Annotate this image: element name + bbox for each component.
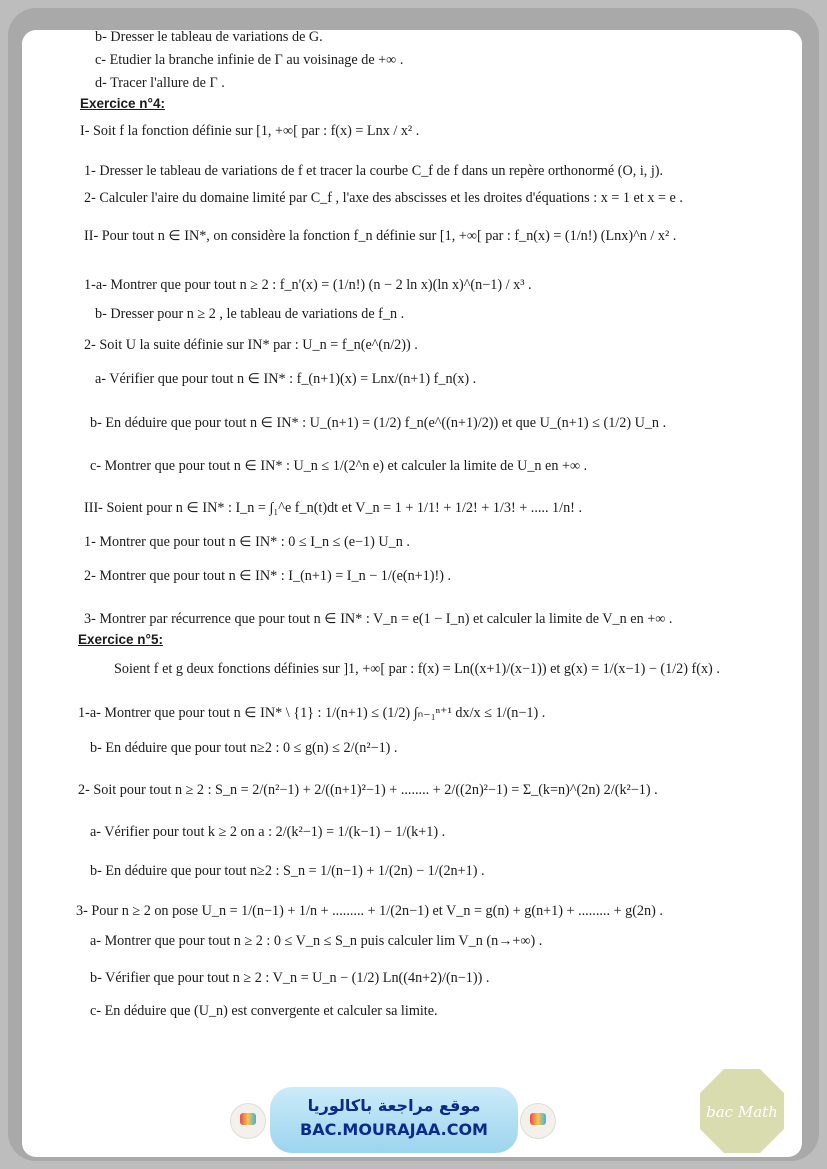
banner-url[interactable]: BAC.MOURAJAA.COM — [300, 1120, 488, 1139]
text-line: b- En déduire que pour tout n ∈ IN* : U_(n+1) = (1/2) f_n(e^((n+1)/2)) et que U_(n+1) ≤ (1/2) U_n . — [90, 415, 667, 431]
exercise-5-heading: Exercice n°5: — [78, 632, 163, 647]
text-line: II- Pour tout n ∈ IN*, on considère la fonction f_n définie sur [1, +∞[ par : f_n(x) = (1/n!) (Lnx)^n / x² . — [84, 228, 677, 244]
text-line: c- Etudier la branche infinie de Γ au voisinage de +∞ . — [95, 52, 404, 68]
site-badge-icon — [230, 1103, 266, 1139]
text-line: b- Dresser le tableau de variations de G. — [95, 30, 323, 45]
text-line: a- Vérifier que pour tout n ∈ IN* : f_(n+1)(x) = Lnx/(n+1) f_n(x) . — [95, 371, 477, 387]
text-line: 2- Soit U la suite définie sur IN* par : U_n = f_n(e^(n/2)) . — [84, 337, 418, 353]
text-line: a- Vérifier pour tout k ≥ 2 on a : 2/(k²−1) = 1/(k−1) − 1/(k+1) . — [90, 824, 446, 840]
text-line: 1-a- Montrer que pour tout n ≥ 2 : f_n'(x) = (1/n!) (n − 2 ln x)(ln x)^(n−1) / x³ . — [84, 277, 532, 293]
text-line: b- Vérifier que pour tout n ≥ 2 : V_n = U_n − (1/2) Ln((4n+2)/(n−1)) . — [90, 970, 490, 986]
bac-math-logo — [698, 1067, 786, 1155]
svg-text:bac Math: bac Math — [706, 1103, 778, 1121]
text-line: 1-a- Montrer que pour tout n ∈ IN* \ {1} : 1/(n+1) ≤ (1/2) ∫ₙ₋₁ⁿ⁺¹ dx/x ≤ 1/(n−1) . — [78, 705, 546, 721]
text-line: a- Montrer que pour tout n ≥ 2 : 0 ≤ V_n ≤ S_n puis calculer lim V_n (n→+∞) . — [90, 933, 543, 949]
site-badge-icon — [520, 1103, 556, 1139]
text-line: b- Dresser pour n ≥ 2 , le tableau de variations de f_n . — [95, 306, 405, 322]
text-line: 3- Montrer par récurrence que pour tout n ∈ IN* : V_n = e(1 − I_n) et calculer la limite de V_n en +∞ . — [84, 611, 673, 627]
text-line: c- Montrer que pour tout n ∈ IN* : U_n ≤ 1/(2^n e) et calculer la limite de U_n en +∞ . — [90, 458, 588, 474]
text-line: c- En déduire que (U_n) est convergente et calculer sa limite. — [90, 1003, 438, 1019]
exercise-4-heading: Exercice n°4: — [80, 96, 165, 111]
text-line: 2- Soit pour tout n ≥ 2 : S_n = 2/(n²−1) + 2/((n+1)²−1) + ........ + 2/((2n)²−1) = Σ_(k=n)^(2n) 2/(k²−1) . — [78, 782, 658, 798]
text-line: 3- Pour n ≥ 2 on pose U_n = 1/(n−1) + 1/n + ......... + 1/(2n−1) et V_n = g(n) + g(n+1) + ......... + g(2n) . — [76, 903, 663, 919]
text-line: I- Soit f la fonction définie sur [1, +∞[ par : f(x) = Lnx / x² . — [80, 123, 420, 139]
text-line: 2- Calculer l'aire du domaine limité par C_f , l'axe des abscisses et les droites d'équations : x = 1 et x = e . — [84, 190, 683, 206]
text-line: 1- Dresser le tableau de variations de f et tracer la courbe C_f de f dans un repère orthonormé (O, i, j). — [84, 163, 664, 179]
text-line: 1- Montrer que pour tout n ∈ IN* : 0 ≤ I_n ≤ (e−1) U_n . — [84, 534, 410, 550]
text-line: b- En déduire que pour tout n≥2 : S_n = 1/(n−1) + 1/(2n) − 1/(2n+1) . — [90, 863, 485, 879]
text-line: d- Tracer l'allure de Γ . — [95, 75, 225, 91]
site-banner[interactable] — [270, 1087, 518, 1153]
banner-arabic-title: موقع مراجعة باكالوريا — [307, 1096, 481, 1115]
text-line: Soient f et g deux fonctions définies sur ]1, +∞[ par : f(x) = Ln((x+1)/(x−1)) et g(x) = 1/(x−1) − (1/2) f(x) . — [114, 661, 720, 677]
text-line: b- En déduire que pour tout n≥2 : 0 ≤ g(n) ≤ 2/(n²−1) . — [90, 740, 398, 756]
text-line: III- Soient pour n ∈ IN* : I_n = ∫₁^e f_n(t)dt et V_n = 1 + 1/1! + 1/2! + 1/3! + ..... 1/n! . — [84, 500, 582, 516]
text-line: 2- Montrer que pour tout n ∈ IN* : I_(n+1) = I_n − 1/(e(n+1)!) . — [84, 568, 452, 584]
document-page — [22, 30, 802, 1157]
